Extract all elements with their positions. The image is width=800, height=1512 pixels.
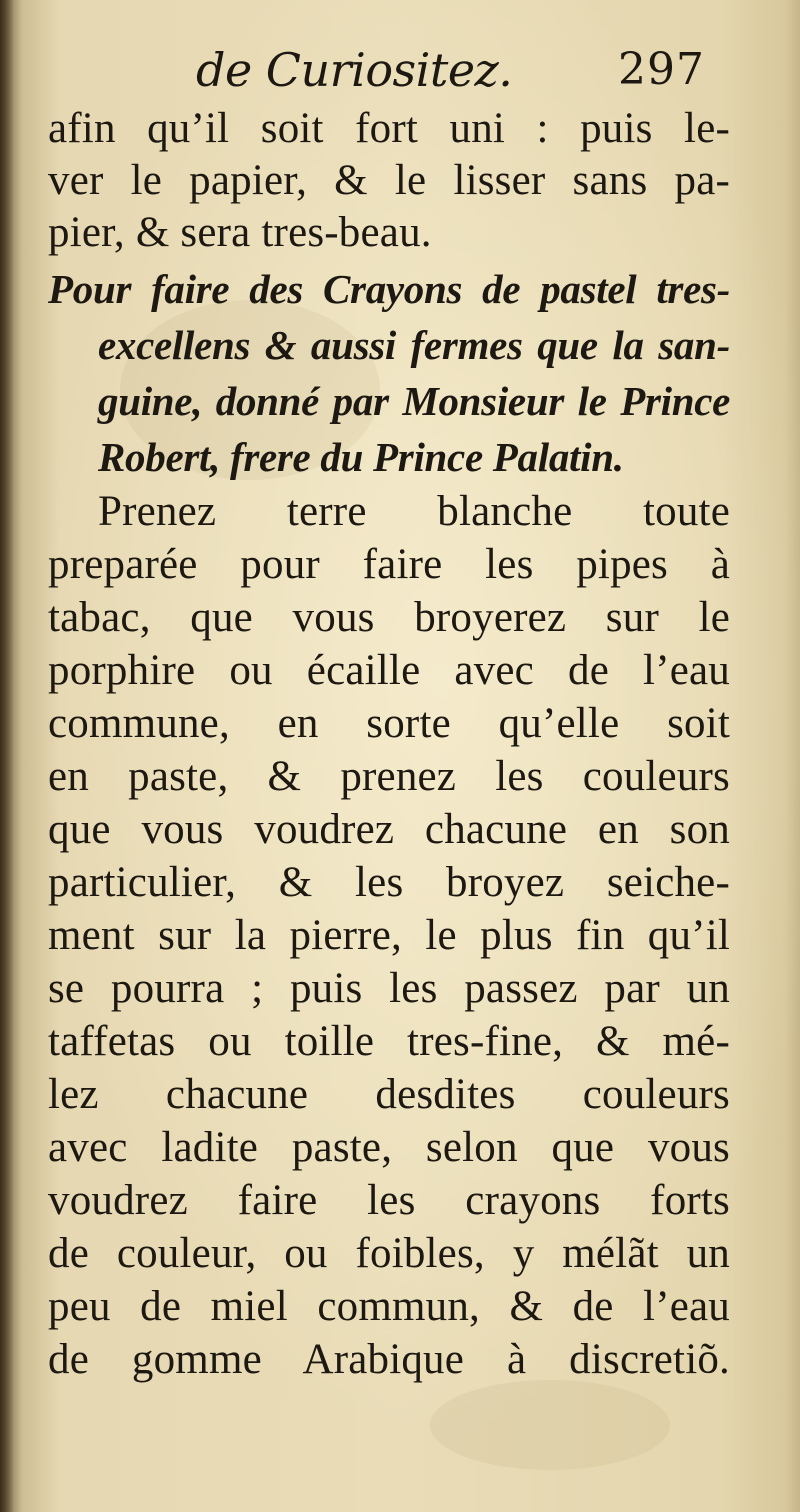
text-line: de gomme Arabique à discretiõ.	[48, 1336, 730, 1383]
text-line: afin qu’il soit fort uni : puis le-	[48, 105, 730, 152]
text-line: que vous voudrez chacune en son	[48, 806, 730, 853]
page-header	[0, 40, 800, 100]
text-line: taffetas ou toille tres-fine, & mé-	[48, 1018, 730, 1065]
heading-line: excellens & aussi fermes que la san-	[98, 322, 730, 368]
text-line: commune, en sorte qu’elle soit	[48, 700, 730, 747]
text-line: en paste, & prenez les couleurs	[48, 753, 730, 800]
page-number: 297	[618, 44, 705, 95]
paper-stain	[430, 1380, 670, 1470]
text-line: Prenez terre blanche toute	[98, 488, 730, 535]
heading-line: Pour faire des Crayons de pastel tres-	[48, 266, 730, 312]
text-line: ver le papier, & le lisser sans pa-	[48, 157, 730, 204]
text-line: peu de miel commun, & de l’eau	[48, 1283, 730, 1330]
text-line: tabac, que vous broyerez sur le	[48, 594, 730, 641]
text-line: se pourra ; puis les passez par un	[48, 965, 730, 1012]
text-line: de couleur, ou foibles, y mélãt un	[48, 1230, 730, 1277]
spine-shadow	[0, 0, 14, 1512]
heading-line: guine, donné par Monsieur le Prince	[98, 378, 730, 424]
text-line: voudrez faire les crayons forts	[48, 1177, 730, 1224]
heading-line: Robert, frere du Prince Palatin.	[98, 434, 624, 480]
text-line: ment sur la pierre, le plus fin qu’il	[48, 912, 730, 959]
text-line: porphire ou écaille avec de l’eau	[48, 647, 730, 694]
text-line: pier, & sera tres-beau.	[48, 209, 432, 256]
text-line: avec ladite paste, selon que vous	[48, 1124, 730, 1171]
text-line: particulier, & les broyez seiche-	[48, 859, 730, 906]
running-title: de Curiositez.	[196, 43, 513, 97]
text-line: lez chacune desdites couleurs	[48, 1071, 730, 1118]
text-line: preparée pour faire les pipes à	[48, 541, 730, 588]
